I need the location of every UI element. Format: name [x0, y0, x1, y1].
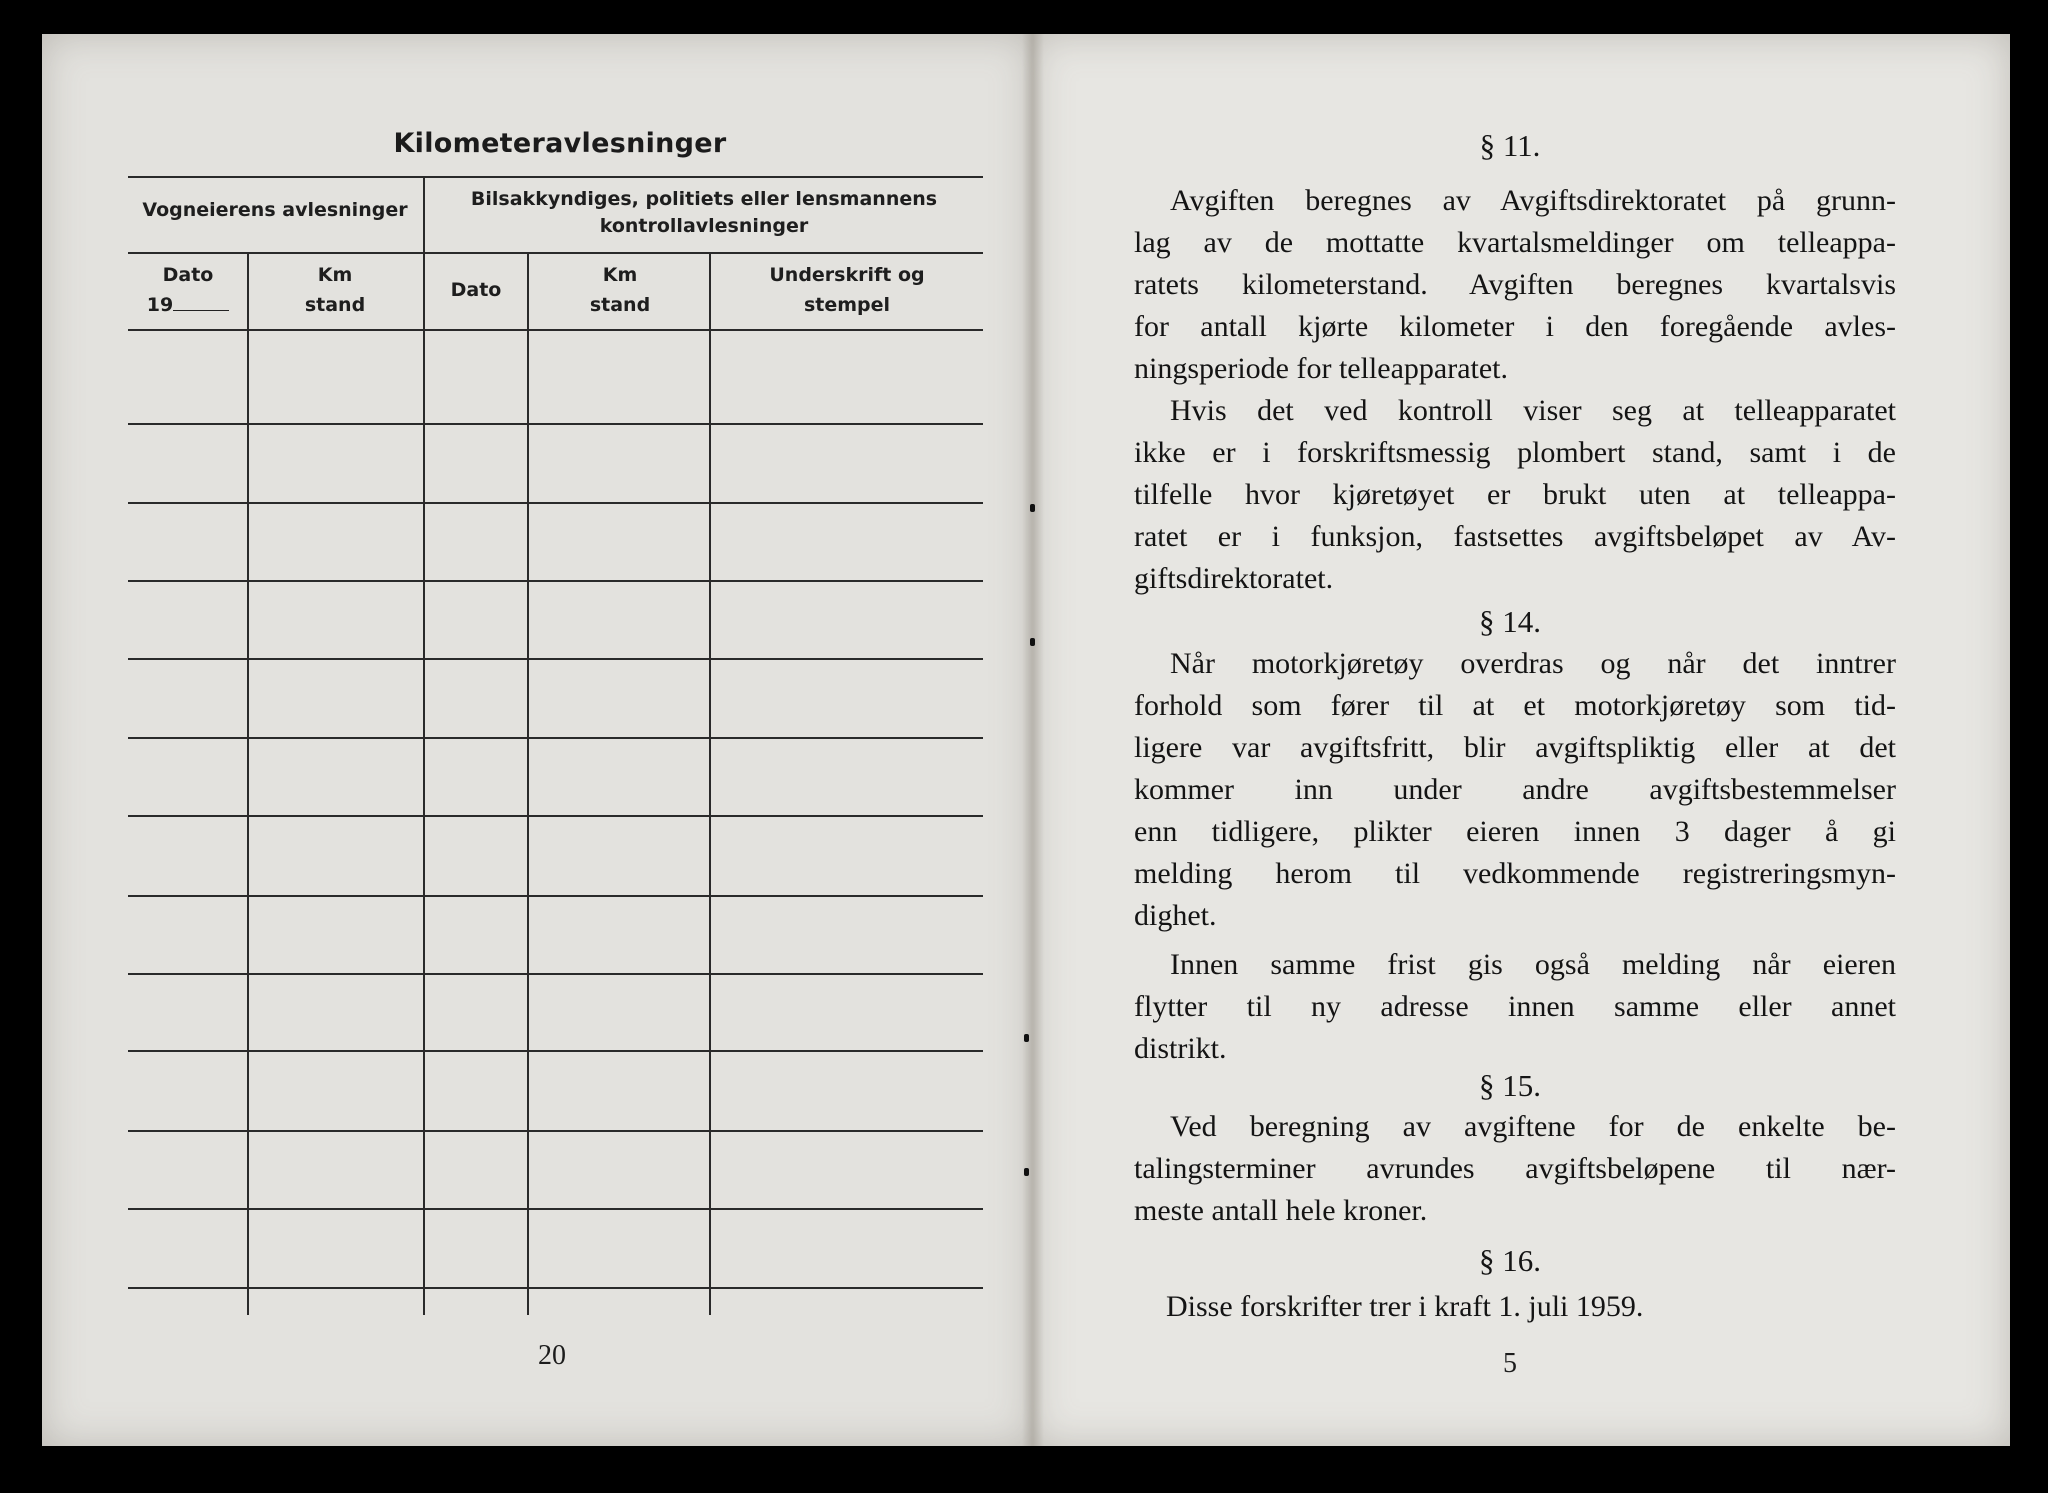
section-11-paragraph-2: [1134, 390, 1896, 600]
section-14-heading: § 14.: [1479, 604, 1541, 639]
col-divider-3: [527, 253, 529, 1315]
text-line: for antall kjørte kilometer i den foregående avles-: [1134, 310, 1896, 343]
ink-mark: [1024, 1168, 1029, 1176]
table-row-rule: [128, 423, 983, 425]
year-prefix: 19: [146, 294, 174, 316]
text-line: giftsdirektoratet.: [1134, 562, 1334, 595]
table-row-rule: [128, 815, 983, 817]
col-km-stand: stand: [304, 294, 366, 316]
left-page-number: 20: [538, 1340, 566, 1371]
text-line: Når motorkjøretøy overdras og når det inntrer: [1170, 647, 1896, 680]
text-line: ligere var avgiftsfritt, blir avgiftspliktig eller at det: [1134, 731, 1896, 764]
section-11-heading: § 11.: [1479, 128, 1541, 163]
table-row-rule: [128, 973, 983, 975]
table-row-rule: [128, 737, 983, 739]
table-row-rule: [128, 1208, 983, 1210]
section-15-paragraph-1: [1134, 1106, 1896, 1232]
year-blank: [173, 292, 229, 311]
section-16-heading: § 16.: [1479, 1243, 1541, 1278]
ink-mark: [1030, 504, 1035, 512]
text-line: enn tidligere, plikter eieren innen 3 dager å gi: [1134, 815, 1896, 848]
control-readings-header-line2: kontrollavlesninger: [599, 215, 809, 237]
text-line: talingsterminer avrundes avgiftsbeløpene til nær-: [1134, 1152, 1896, 1185]
text-line: meste antall hele kroner.: [1134, 1194, 1428, 1227]
col-dato-header: Dato: [162, 264, 214, 286]
table-title: Kilometeravlesninger: [393, 128, 727, 159]
text-line: Innen samme frist gis også melding når eieren: [1170, 948, 1896, 981]
table-row-rule: [128, 580, 983, 582]
owner-header-rule: [128, 252, 424, 254]
col-dato-year: [130, 292, 246, 319]
text-line: flytter til ny adresse innen samme eller annet: [1134, 990, 1896, 1023]
section-14-paragraph-2: [1134, 944, 1896, 1070]
text-line: dighet.: [1134, 899, 1217, 932]
owner-readings-header: Vogneierens avlesninger: [142, 199, 408, 221]
text-line: Disse forskrifter trer i kraft 1. juli 1959.: [1166, 1290, 1644, 1323]
table-top-rule: [128, 176, 983, 178]
section-15-heading: § 15.: [1479, 1068, 1541, 1103]
table-row-rule: [128, 1050, 983, 1052]
col-divider-4: [709, 253, 711, 1315]
table-row-rule: [128, 895, 983, 897]
column-header-rule: [128, 329, 983, 331]
text-line: ratet er i funksjon, fastsettes avgiftsbeløpet av Av-: [1134, 520, 1896, 553]
table-row-rule: [128, 658, 983, 660]
control-readings-header-line1: Bilsakkyndiges, politiets eller lensmannens: [470, 188, 938, 210]
col-divider-2: [423, 177, 425, 1315]
ink-mark: [1024, 1034, 1029, 1042]
text-line: ikke er i forskriftsmessig plombert stand, samt i de: [1134, 436, 1896, 469]
col-signature-header-line1: Underskrift og: [769, 264, 925, 286]
col-km-header: Km: [317, 264, 353, 286]
book-spine: [1022, 34, 1044, 1446]
left-page: [42, 34, 1032, 1446]
text-line: Hvis det ved kontroll viser seg at telleapparatet: [1170, 394, 1896, 427]
col-ctrl-km-header: Km: [602, 264, 638, 286]
control-header-rule: [424, 252, 983, 254]
text-line: tilfelle hvor kjøretøyet er brukt uten at telleappa-: [1134, 478, 1896, 511]
text-line: distrikt.: [1134, 1032, 1227, 1065]
text-line: forhold som fører til at et motorkjøretøy som tid-: [1134, 689, 1896, 722]
section-16-paragraph-1: [1134, 1286, 1896, 1328]
table-row-rule: [128, 502, 983, 504]
col-ctrl-km-stand: stand: [589, 294, 651, 316]
section-11-paragraph-1: [1134, 180, 1896, 390]
text-line: kommer inn under andre avgiftsbestemmelser: [1134, 773, 1896, 806]
text-line: Avgiften beregnes av Avgiftsdirektoratet på grunn-: [1170, 184, 1896, 217]
col-signature-header-line2: stempel: [803, 294, 891, 316]
ink-mark: [1030, 638, 1035, 646]
right-page-number: 5: [1503, 1348, 1517, 1379]
col-ctrl-dato-header: Dato: [450, 279, 502, 301]
table-row-rule: [128, 1130, 983, 1132]
text-line: ningsperiode for telleapparatet.: [1134, 352, 1509, 385]
col-divider-1: [247, 253, 249, 1315]
text-line: melding herom til vedkommende registreringsmyn-: [1134, 857, 1896, 890]
table-row-rule: [128, 1287, 983, 1289]
section-14-paragraph-1: [1134, 643, 1896, 937]
text-line: Ved beregning av avgiftene for de enkelte be-: [1170, 1110, 1896, 1143]
text-line: lag av de mottatte kvartalsmeldinger om telleappa-: [1134, 226, 1896, 259]
text-line: ratets kilometerstand. Avgiften beregnes kvartalsvis: [1134, 268, 1896, 301]
